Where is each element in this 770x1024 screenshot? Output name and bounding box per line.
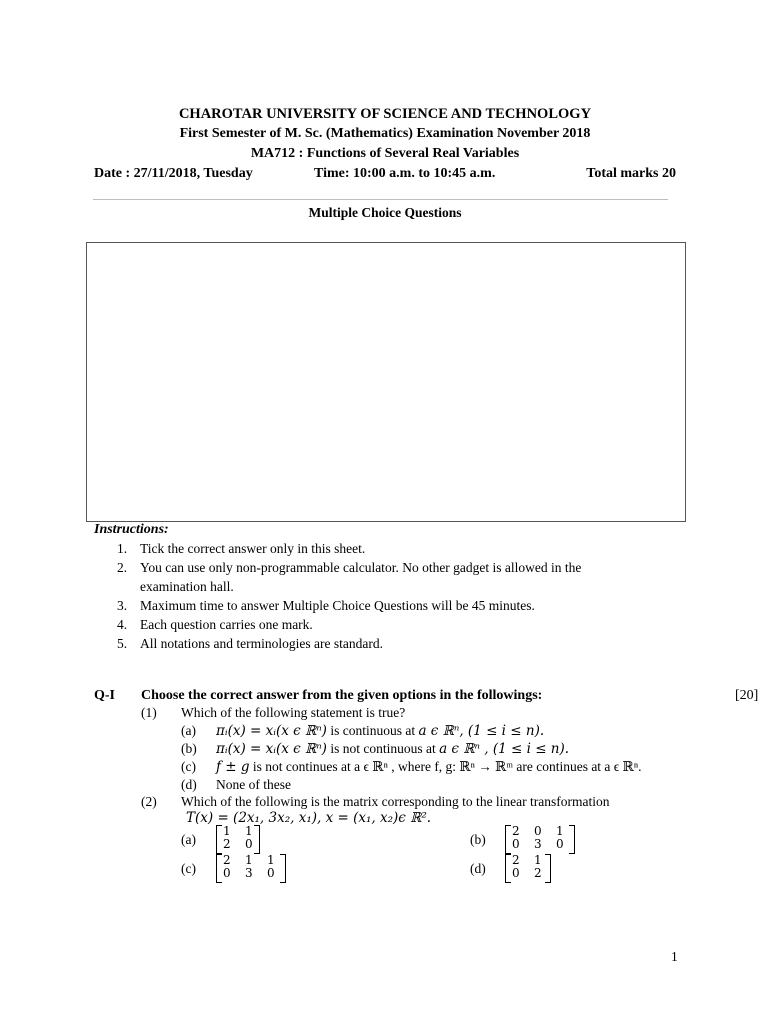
question-heading: Choose the correct answer from the given options in the followings:: [141, 688, 543, 703]
exam-title: First Semester of M. Sc. (Mathematics) Examination November 2018: [179, 126, 591, 141]
q1-option-b: (b) πᵢ(x) = xᵢ(x ϵ ℝⁿ) is not continuous at a ϵ ℝⁿ , (1 ≤ i ≤ n).: [181, 741, 570, 757]
q2-option-b-matrix: 2 0 1 0 3 0: [505, 825, 575, 852]
question-1-text: Which of the following statement is true?: [181, 705, 406, 720]
question-label: Q-I: [94, 688, 115, 703]
exam-date: Date : 27/11/2018, Tuesday: [94, 166, 253, 181]
course-title: MA712 : Functions of Several Real Variables: [250, 146, 520, 161]
page-number: 1: [671, 949, 678, 964]
instructions-title: Instructions:: [94, 522, 169, 537]
q2-option-d-label: (d): [470, 861, 486, 876]
question-2-text: Which of the following is the matrix corresponding to the linear transformation: [181, 794, 610, 809]
q2-option-a-label: (a): [181, 832, 196, 847]
q1-option-a: (a) πᵢ(x) = xᵢ(x ϵ ℝⁿ) is continuous at a ϵ ℝⁿ, (1 ≤ i ≤ n).: [181, 723, 545, 739]
q2-option-b-label: (b): [470, 832, 486, 847]
header-divider: [93, 199, 668, 200]
q2-option-d-matrix: 2 1 0 2: [505, 854, 551, 881]
q2-option-a-matrix: 1 1 2 0: [216, 825, 260, 852]
question-1-number: (1): [141, 705, 157, 720]
q1-option-c: (c) f ± g is not continues at a ϵ ℝⁿ , where f, g: ℝⁿ → ℝᵐ are continues at a ϵ ℝⁿ.: [181, 759, 642, 775]
section-title: Multiple Choice Questions: [308, 205, 462, 220]
q1-option-d: (d) None of these: [181, 777, 291, 792]
question-2-formula: T(x) = (2x₁, 3x₂, x₁), x = (x₁, x₂)ϵ ℝ².: [186, 810, 432, 826]
q2-option-c-matrix: 2 1 1 0 3 0: [216, 854, 286, 881]
q2-option-c-label: (c): [181, 861, 196, 876]
total-marks: Total marks 20: [586, 166, 676, 181]
exam-time: Time: 10:00 a.m. to 10:45 a.m.: [314, 166, 496, 181]
university-name: CHAROTAR UNIVERSITY OF SCIENCE AND TECHNOLOGY: [178, 106, 592, 122]
question-marks: [20]: [735, 688, 759, 703]
question-2-number: (2): [141, 794, 157, 809]
answer-box: [86, 242, 686, 522]
